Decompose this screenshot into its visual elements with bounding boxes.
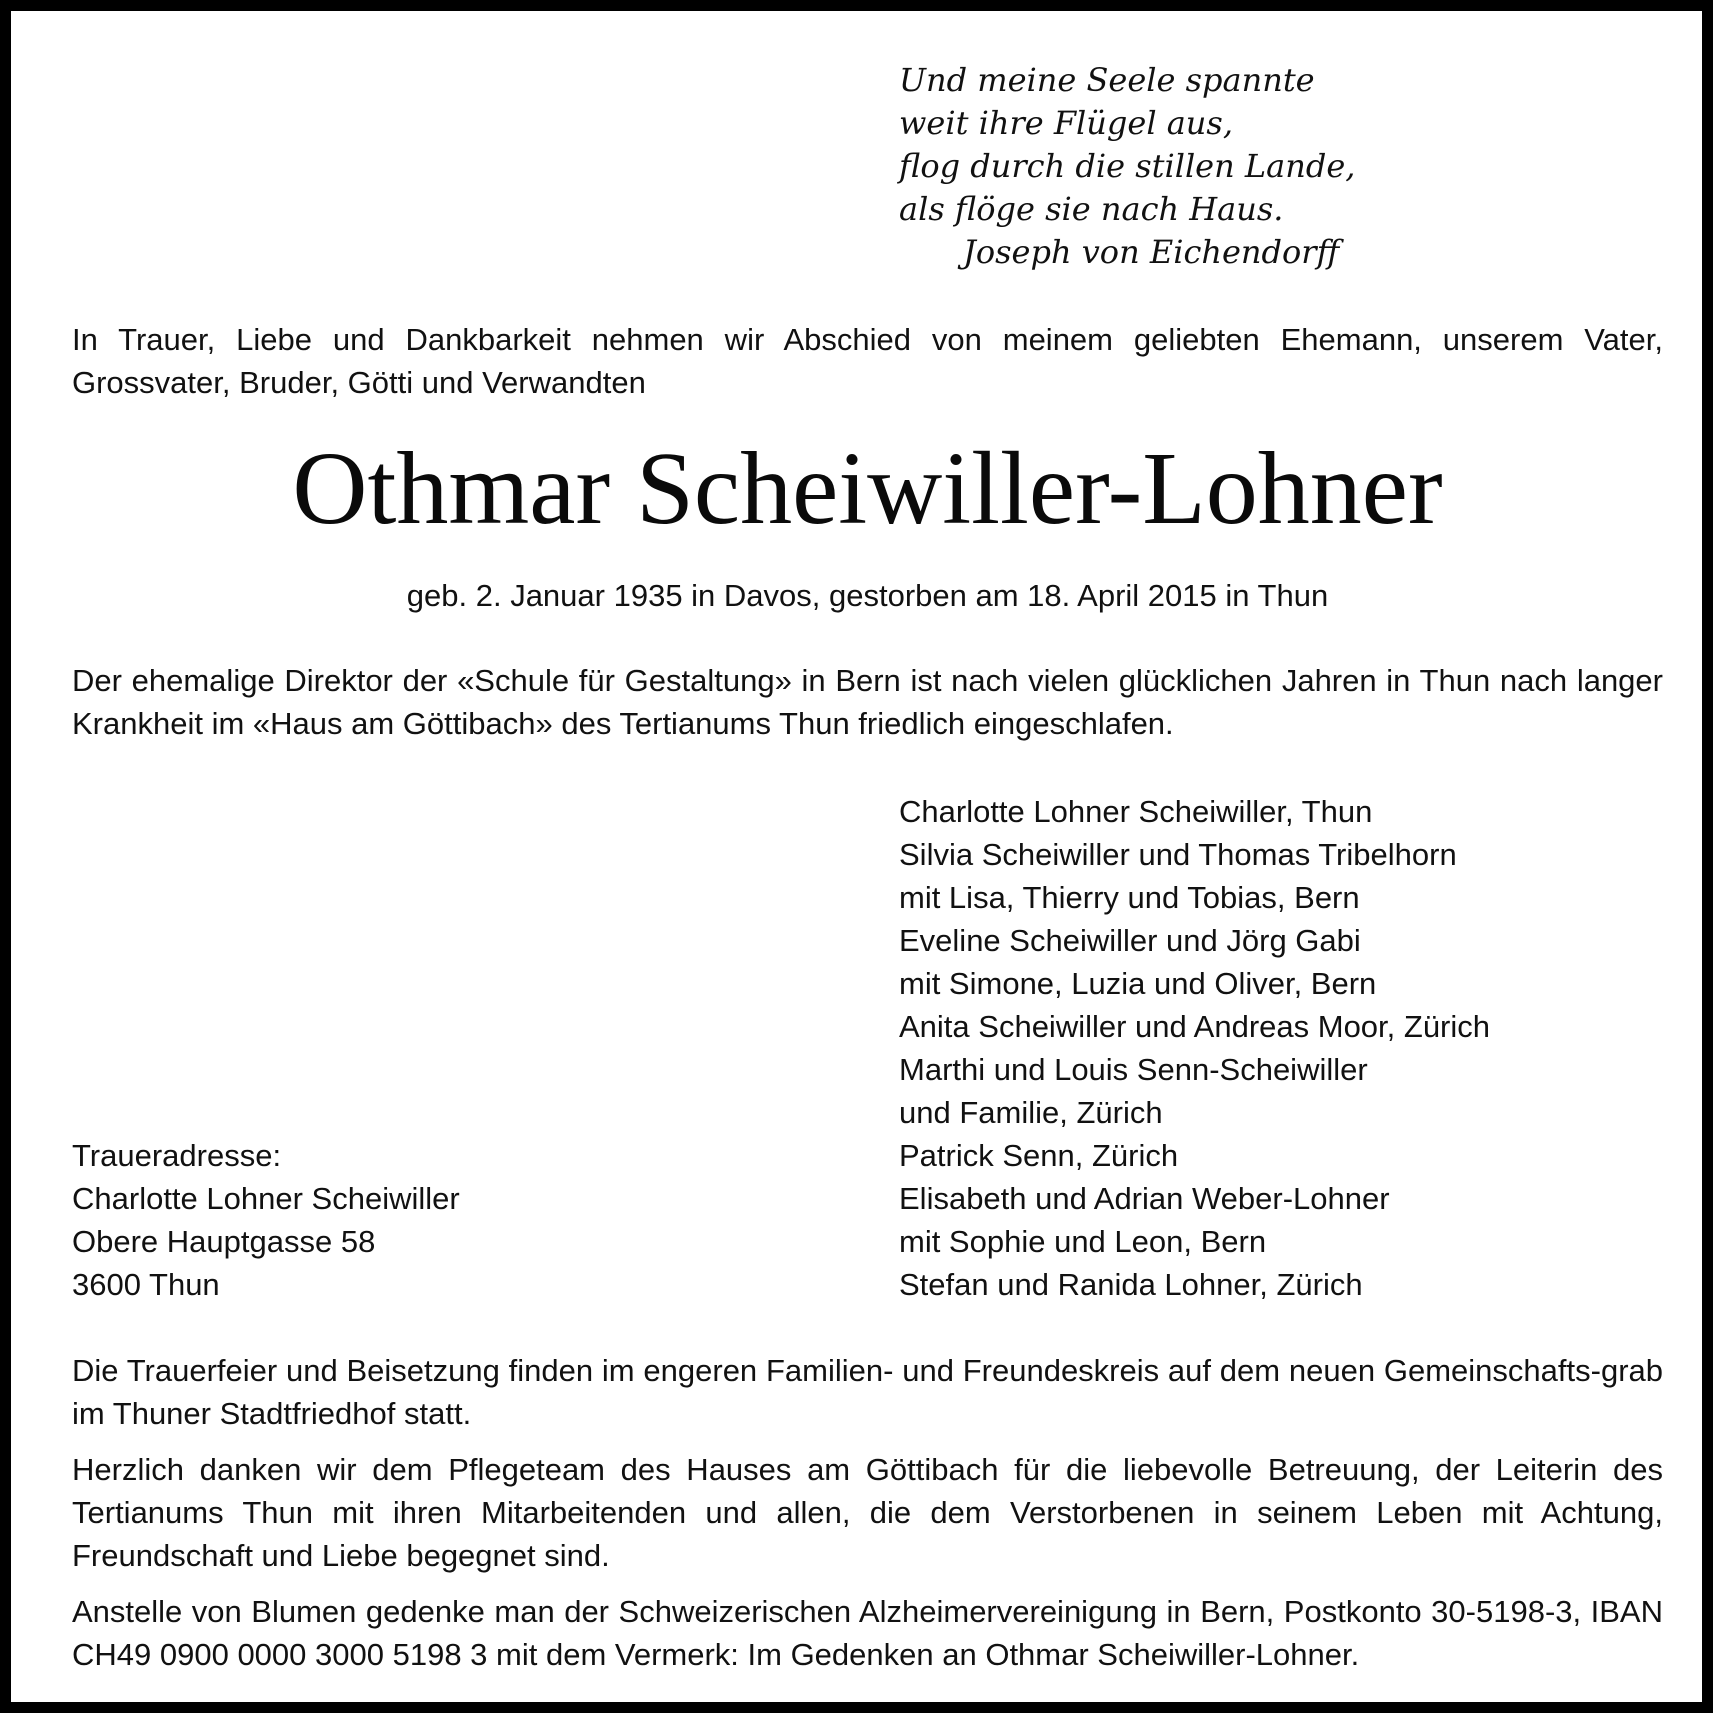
poem-line: flog durch die stillen Lande,: [899, 147, 1356, 185]
family-line: Eveline Scheiwiller und Jörg Gabi: [899, 923, 1361, 958]
family-line: Marthi und Louis Senn-Scheiwiller: [899, 1052, 1368, 1087]
family-list: [899, 790, 1490, 1306]
family-line: Charlotte Lohner Scheiwiller, Thun: [899, 794, 1373, 829]
poem-author: Joseph von Eichendorff: [963, 233, 1340, 271]
poem-line: als flöge sie nach Haus.: [899, 190, 1284, 228]
ceremony-text: Die Trauerfeier und Beisetzung finden im engeren Familien- und Freundeskreis auf dem neuen Gemeinschafts-grab im Thuner Stadtfriedhof statt.: [72, 1353, 1663, 1431]
family-line: Silvia Scheiwiller und Thomas Tribelhorn: [899, 837, 1457, 872]
birth-death-dates: geb. 2. Januar 1935 in Davos, gestorben am 18. April 2015 in Thun: [406, 578, 1329, 613]
family-line: Anita Scheiwiller und Andreas Moor, Zürich: [899, 1009, 1491, 1044]
family-line: Elisabeth und Adrian Weber-Lohner: [899, 1181, 1390, 1216]
mourning-address: [72, 1134, 460, 1306]
poem-quote: [899, 59, 1355, 274]
donation-text: Anstelle von Blumen gedenke man der Schweizerischen Alzheimervereinigung in Bern, Postkonto 30-5198-3, IBAN CH49 0900 0000 3000 5198 3 mit dem Vermerk: Im Gedenken an Othmar Scheiwiller-Lohner.: [72, 1594, 1663, 1672]
family-line: und Familie, Zürich: [899, 1095, 1163, 1130]
address-name: Charlotte Lohner Scheiwiller: [72, 1181, 460, 1216]
address-city: 3600 Thun: [72, 1267, 220, 1302]
address-street: Obere Hauptgasse 58: [72, 1224, 376, 1259]
deceased-name: Othmar Scheiwiller-Lohner: [292, 431, 1443, 546]
family-line: Patrick Senn, Zürich: [899, 1138, 1179, 1173]
poem-line: Und meine Seele spannte: [899, 61, 1315, 99]
family-line: mit Sophie und Leon, Bern: [899, 1224, 1267, 1259]
address-label: Traueradresse:: [72, 1138, 282, 1173]
family-line: mit Simone, Luzia und Oliver, Bern: [899, 966, 1377, 1001]
poem-line: weit ihre Flügel aus,: [899, 104, 1233, 142]
biography-text: Der ehemalige Direktor der «Schule für Gestaltung» in Bern ist nach vielen glücklichen Jahren in Thun nach langer Krankheit im «Haus am Göttibach» des Tertianums Thun friedlich eingeschlafen.: [72, 663, 1663, 741]
thanks-text: Herzlich danken wir dem Pflegeteam des Hauses am Göttibach für die liebevolle Betreuung, der Leiterin des Tertianums Thun mit ihren Mitarbeitenden und allen, die dem Verstorbenen in seinem Leben mit Achtung, Freundschaft und Liebe begegnet sind.: [72, 1452, 1663, 1573]
intro-text: In Trauer, Liebe und Dankbarkeit nehmen wir Abschied von meinem geliebten Ehemann, unserem Vater, Grossvater, Bruder, Götti und Verwandten: [72, 322, 1663, 400]
family-line: mit Lisa, Thierry und Tobias, Bern: [899, 880, 1360, 915]
family-line: Stefan und Ranida Lohner, Zürich: [899, 1267, 1363, 1302]
